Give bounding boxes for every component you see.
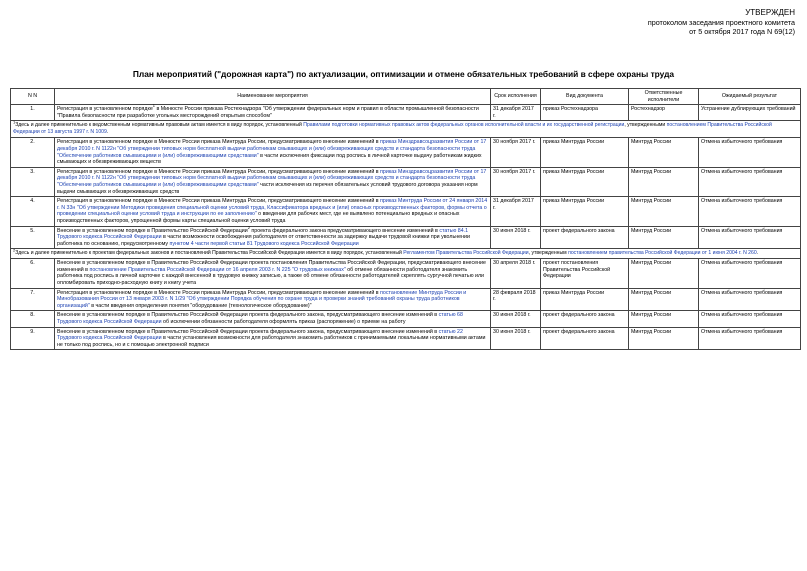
text-run: , утвержденными bbox=[624, 122, 667, 129]
text-run: , утвержденным bbox=[528, 250, 569, 257]
document-link[interactable]: статью 68 Трудового кодекса Российской Федерации bbox=[57, 312, 463, 326]
text-run: Здесь и далее применительно к ведомственным нормативным правовым актам имеется в виду порядок, установленный bbox=[15, 122, 304, 129]
cell-doc: приказ Минтруда России bbox=[541, 197, 629, 226]
cell-doc: проект федерального закона bbox=[541, 226, 629, 249]
table-row bbox=[11, 167, 801, 196]
cell-term: 31 декабря 2017 г. bbox=[491, 105, 541, 121]
cell-resp: Минтруд России bbox=[629, 138, 699, 167]
cell-resp: Минтруд России bbox=[629, 327, 699, 350]
cell-resp: Минтруд России bbox=[629, 288, 699, 311]
cell-doc: приказ Минтруда России bbox=[541, 138, 629, 167]
action-plan-table bbox=[10, 88, 801, 350]
document-link[interactable]: Регламентом Правительства Российской Федерации bbox=[403, 250, 529, 257]
approval-stamp bbox=[648, 8, 795, 37]
text-run: . bbox=[756, 250, 759, 257]
header-resp: Ответственные исполнители bbox=[629, 89, 699, 105]
approval-line-date: от 5 октября 2017 года N 69(12) bbox=[689, 27, 795, 36]
text-run: об исключении обязанности работодателя оформлять приказ (распоряжение) о приеме на работу bbox=[161, 319, 406, 326]
table-header-row bbox=[11, 89, 801, 105]
cell-num: 2. bbox=[11, 138, 55, 167]
footnote-marker: 2 bbox=[13, 247, 16, 253]
cell-result: Отмена избыточного требования bbox=[699, 259, 801, 288]
cell-resp: Минтруд России bbox=[629, 226, 699, 249]
cell-result: Отмена избыточного требования bbox=[699, 327, 801, 350]
text-run: в части исключения фиксации под роспись в личной карточке выдачу работникам жидких смывающих и обезвреживающих веществ bbox=[57, 152, 482, 166]
cell-result: Устранение дублирующих требований bbox=[699, 105, 801, 121]
footnote-row bbox=[11, 249, 801, 259]
header-name: Наименование мероприятия bbox=[55, 89, 491, 105]
header-doc: Вид документа bbox=[541, 89, 629, 105]
text-run: Регистрация в установленном порядке в Минюсте России приказа Минтруда России, предусматривающего внесение изменений в bbox=[57, 198, 381, 205]
cell-result: Отмена избыточного требования bbox=[699, 226, 801, 249]
table-row bbox=[11, 327, 801, 350]
text-run: Внесение в установленном порядке в Правительство Российской Федерации bbox=[57, 227, 248, 234]
cell-resp: Минтруд России bbox=[629, 259, 699, 288]
cell-num: 7. bbox=[11, 288, 55, 311]
cell-num: 4. bbox=[11, 197, 55, 226]
cell-doc: приказ Минтруда России bbox=[541, 167, 629, 196]
document-link[interactable]: статью 22 Трудового кодекса Российской Федерации bbox=[57, 328, 463, 342]
cell-result: Отмена избыточного требования bbox=[699, 138, 801, 167]
text-run: Внесение в установленном порядке в Правительство Российской Федерации проекта постановления Правительства Российской Федерации, предусматривающего внесение изменений в bbox=[57, 260, 486, 273]
document-link[interactable]: постановлением Правительства Российской Федерации от 13 августа 1997 г. N 1009 bbox=[13, 122, 772, 136]
text-run: о введении для рабочих мест, где не выявлено потенциально вредных и опасных производственных факторов, упрощенной формы карты специальной оценки условий труда bbox=[57, 211, 460, 224]
text-run: в Минюсте России приказа Ростехнадзора "Об утверждении федеральных норм и правил в области промышленной безопасности "Правила безопасности при разработке угольных месторождений открытым способом" bbox=[57, 106, 479, 119]
text-run: . bbox=[106, 129, 109, 136]
cell-result: Отмена избыточного требования bbox=[699, 197, 801, 226]
cell-result: Отмена избыточного требования bbox=[699, 288, 801, 311]
text-run: Здесь и далее применительно к проектам федеральных законов и постановлений Правительства Российской Федерации имеется в виду порядок, установленный bbox=[15, 250, 404, 257]
cell-term: 30 ноября 2017 г. bbox=[491, 138, 541, 167]
footnote-text bbox=[11, 121, 801, 138]
table-row bbox=[11, 311, 801, 327]
cell-num: 5. bbox=[11, 226, 55, 249]
footnote-marker: 1 bbox=[152, 103, 155, 109]
cell-term: 28 февраля 2018 г. bbox=[491, 288, 541, 311]
footnote-marker: 2 bbox=[247, 224, 250, 230]
cell-name bbox=[55, 197, 491, 226]
cell-name bbox=[55, 327, 491, 350]
cell-term: 30 апреля 2018 г. bbox=[491, 259, 541, 288]
cell-num: 6. bbox=[11, 259, 55, 288]
document-link[interactable]: постановлением правительства Российской Федерации от 1 июня 2004 г. N 260 bbox=[568, 250, 757, 257]
cell-term: 30 июня 2018 г. bbox=[491, 226, 541, 249]
text-run: Регистрация в установленном порядке в Минюсте России приказа Минтруда России, предусматривающего внесение изменений в bbox=[57, 168, 381, 175]
approval-heading: УТВЕРЖДЕН bbox=[745, 8, 795, 17]
cell-result: Отмена избыточного требования bbox=[699, 311, 801, 327]
cell-doc: проект федерального закона bbox=[541, 327, 629, 350]
cell-term: 30 июня 2018 г. bbox=[491, 311, 541, 327]
cell-term: 31 декабря 2017 г. bbox=[491, 197, 541, 226]
text-run: об отмене обязанности работодателя знакомить работника под роспись в личной карточке с каждой внесенной в трудовую книжку записью, а также об отмене обязанности работодателей скреплять сургучной печатью или опломбировать приходно-расходную книгу и книгу учета bbox=[57, 266, 485, 287]
cell-name bbox=[55, 167, 491, 196]
text-run: в части введения определения понятия "оборудование (технологическое оборудование)" bbox=[89, 302, 312, 309]
cell-name bbox=[55, 288, 491, 311]
table-row bbox=[11, 288, 801, 311]
document-link[interactable]: приказ Минздравсоцразвития России от 17 декабря 2010 г. N 1122н "Об утверждении типовых норм бесплатной выдачи работникам смывающих и (или) обезвреживающих средств и стандарта безопасности труда "Обеспечение работников смывающими и (или) обезвреживающими средствами" bbox=[57, 139, 487, 159]
cell-term: 30 ноября 2017 г. bbox=[491, 167, 541, 196]
text-run: Внесение в установленном порядке в Правительство Российской Федерации проекта федерального закона, предусматривающего внесение изменений в bbox=[57, 328, 439, 335]
text-run: в части установления возможности для работодателя знакомить работников с принимаемыми локальными нормативными актами не только под роспись, но и с помощью электронной подписи bbox=[57, 335, 486, 348]
cell-name bbox=[55, 105, 491, 121]
table-row bbox=[11, 138, 801, 167]
header-term: Срок исполнения bbox=[491, 89, 541, 105]
cell-resp: Ростехнадзор bbox=[629, 105, 699, 121]
cell-doc: приказ Ростехнадзора bbox=[541, 105, 629, 121]
header-result: Ожидаемый результат bbox=[699, 89, 801, 105]
cell-doc: приказ Минтруда России bbox=[541, 288, 629, 311]
cell-num: 9. bbox=[11, 327, 55, 350]
cell-num: 1. bbox=[11, 105, 55, 121]
document-link[interactable]: приказ Минтруда России от 24 января 2014 г. N 33н "Об утверждении Методики проведения специальной оценки условий труда, Классификатора вредных и (или) опасных производственных факторов, формы отчета о проведении специальной оценки условий труда и инструкции по ее заполнению" bbox=[57, 198, 488, 218]
approval-line-protocol: протоколом заседания проектного комитета bbox=[647, 17, 795, 27]
document-link[interactable]: приказ Минздравсоцразвития России от 17 декабря 2010 г. N 1122н "Об утверждении типовых норм бесплатной выдачи работникам смывающих и (или) обезвреживающих средств и стандарта безопасности труда "Обеспечение работников смывающими и (или) обезвреживающими средствами" bbox=[57, 168, 487, 188]
cell-resp: Минтруд России bbox=[629, 167, 699, 196]
table-row bbox=[11, 259, 801, 288]
text-run: части исключения из перечня обязательных условий трудового договора указания норм выдачи смывающих и обезвреживающих средств bbox=[57, 181, 478, 195]
document-title: План мероприятий ("дорожная карта") по актуализации, оптимизации и отмене обязательных требований в сфере охраны труда bbox=[132, 69, 675, 79]
cell-result: Отмена избыточного требования bbox=[699, 167, 801, 196]
text-run: Регистрация в установленном порядке в Минюсте России приказа Минтруда России, предусматривающего внесение изменений в bbox=[57, 139, 381, 146]
cell-name bbox=[55, 259, 491, 288]
table-body bbox=[11, 105, 801, 350]
table-row bbox=[11, 105, 801, 121]
header-num: N N bbox=[11, 89, 55, 105]
text-run: Внесение в установленном порядке в Правительство Российской Федерации проекта федерального закона, предусматривающего внесение изменений в bbox=[57, 312, 439, 319]
footnote-marker: 1 bbox=[13, 119, 16, 125]
cell-resp: Минтруд России bbox=[629, 197, 699, 226]
cell-name bbox=[55, 311, 491, 327]
cell-name bbox=[55, 226, 491, 249]
cell-doc: проект федерального закона bbox=[541, 311, 629, 327]
cell-num: 3. bbox=[11, 167, 55, 196]
text-run: проекта федерального закона предусматривающего внесение изменений в bbox=[249, 227, 440, 234]
document-link[interactable]: Правилами подготовки нормативных правовых актов федеральных органов исполнительной власти и их государственной регистрации bbox=[303, 122, 625, 129]
document-link[interactable]: постановление Минтруда России и Минобразования России от 13 января 2003 г. N 1/29 "Об утверждении Порядка обучения по охране труда и проверки знаний требований охраны труда работников организаций" bbox=[57, 289, 467, 309]
text-run: Регистрация в установленном порядке bbox=[57, 106, 153, 113]
document-link[interactable]: статью 84.1 Трудового кодекса Российской Федерации bbox=[57, 227, 469, 241]
table-row bbox=[11, 226, 801, 249]
text-run: Регистрация в установленном порядке в Минюсте России приказа Минтруда России, предусматривающего внесение изменений в bbox=[57, 289, 381, 296]
footnote-text bbox=[11, 249, 801, 259]
cell-term: 30 июня 2018 г. bbox=[491, 327, 541, 350]
document-link[interactable]: пунктом 4 части первой статьи 81 Трудового кодекса Российской Федерации bbox=[169, 240, 359, 247]
cell-doc: проект постановления Правительства Российской Федерации bbox=[541, 259, 629, 288]
document-link[interactable]: постановление Правительства Российской Федерации от 16 апреля 2003 г. N 225 "О трудовых книжках" bbox=[89, 266, 346, 273]
cell-resp: Минтруд России bbox=[629, 311, 699, 327]
text-run: в части возможности освобождения работодателя от ответственности за задержку выдачи трудовой книжки при увольнении работника по основанию, предусмотренному bbox=[57, 234, 470, 247]
cell-name bbox=[55, 138, 491, 167]
footnote-row bbox=[11, 121, 801, 138]
cell-num: 8. bbox=[11, 311, 55, 327]
table-row bbox=[11, 197, 801, 226]
